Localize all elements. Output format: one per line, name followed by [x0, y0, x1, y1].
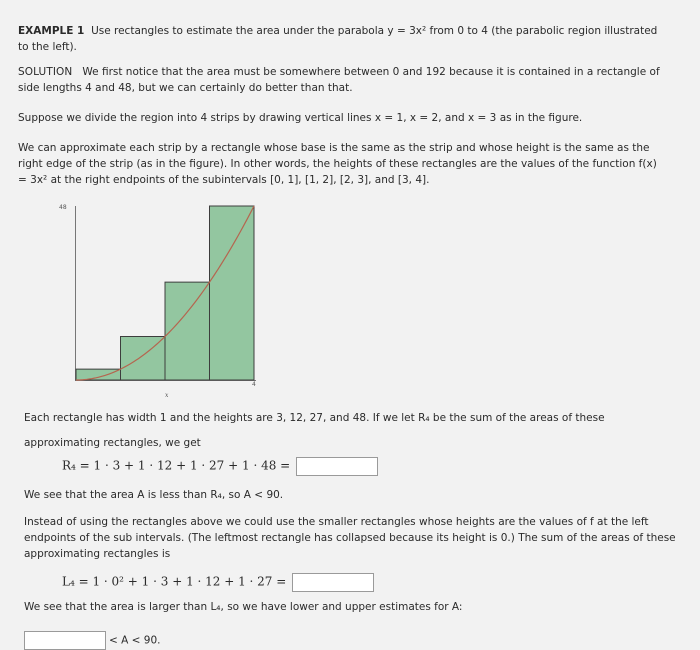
approx-line-1: We can approximate each strip by a rectangle whose base is the same as the strip and whose height is the same as the	[18, 142, 650, 154]
solution-line-2: side lengths 4 and 48, but we can certainly do better than that.	[18, 82, 353, 94]
bounds-row	[24, 631, 161, 650]
right-conclusion: We see that the area A is less than R₄, so A < 90.	[24, 489, 284, 501]
right-line-1: Each rectangle has width 1 and the heights are 3, 12, 27, and 48. If we let R₄ be the sum of the areas of these	[24, 412, 605, 424]
left-line-2: endpoints of the sub intervals. (The leftmost rectangle has collapsed because its height is 0.) The sum of the areas of these	[24, 532, 676, 544]
right-sum-answer-input[interactable]	[296, 457, 378, 476]
left-sum-answer-input[interactable]	[292, 573, 374, 592]
right-line-2: approximating rectangles, we get	[24, 437, 201, 449]
lower-bound-answer-input[interactable]	[24, 631, 106, 650]
solution-paragraph	[18, 64, 660, 96]
x-tick-label: 4	[252, 381, 256, 388]
approx-line-2: right edge of the strip (as in the figure). In other words, the heights of these rectangles are the values of the function f(x)	[18, 158, 657, 170]
solution-line-1: We first notice that the area must be somewhere between 0 and 192 because it is contained in a rectangle of	[82, 66, 660, 78]
solution-label: SOLUTION	[18, 66, 73, 78]
example-line-2: to the left).	[18, 41, 77, 53]
example-line-1: Use rectangles to estimate the area under the parabola y = 3x² from 0 to 4 (the parabolic region illustrated	[91, 25, 658, 37]
left-line-1: Instead of using the rectangles above we could use the smaller rectangles whose heights are the values of f at the left	[24, 516, 649, 528]
riemann-sum-figure	[56, 198, 266, 404]
strips-paragraph: Suppose we divide the region into 4 strips by drawing vertical lines x = 1, x = 2, and x = 3 as in the figure.	[18, 112, 583, 124]
example-label: EXAMPLE 1	[18, 25, 85, 37]
y-tick-label: 48	[59, 204, 67, 211]
approx-line-3: = 3x² at the right endpoints of the subintervals [0, 1], [1, 2], [2, 3], and [3, 4].	[18, 174, 430, 186]
right-sum-formula: R₄ = 1 · 3 + 1 · 12 + 1 · 27 + 1 · 48 =	[62, 458, 291, 473]
example-statement	[18, 23, 657, 55]
left-sum-equation	[62, 573, 374, 592]
right-endpoint-paragraph	[24, 410, 605, 451]
riemann-rectangle-1	[76, 369, 121, 380]
left-conclusion: We see that the area is larger than L₄, so we have lower and upper estimates for A:	[24, 601, 463, 613]
left-endpoint-paragraph	[24, 514, 676, 562]
right-sum-equation	[62, 457, 378, 476]
x-axis-label: x	[165, 392, 169, 399]
bounds-suffix: < A < 90.	[109, 634, 161, 647]
approx-paragraph	[18, 140, 657, 188]
riemann-rectangle-4	[210, 206, 255, 380]
left-line-3: approximating rectangles is	[24, 548, 171, 560]
left-sum-formula: L₄ = 1 · 0² + 1 · 3 + 1 · 12 + 1 · 27 =	[62, 574, 287, 589]
riemann-rectangle-3	[165, 282, 210, 380]
